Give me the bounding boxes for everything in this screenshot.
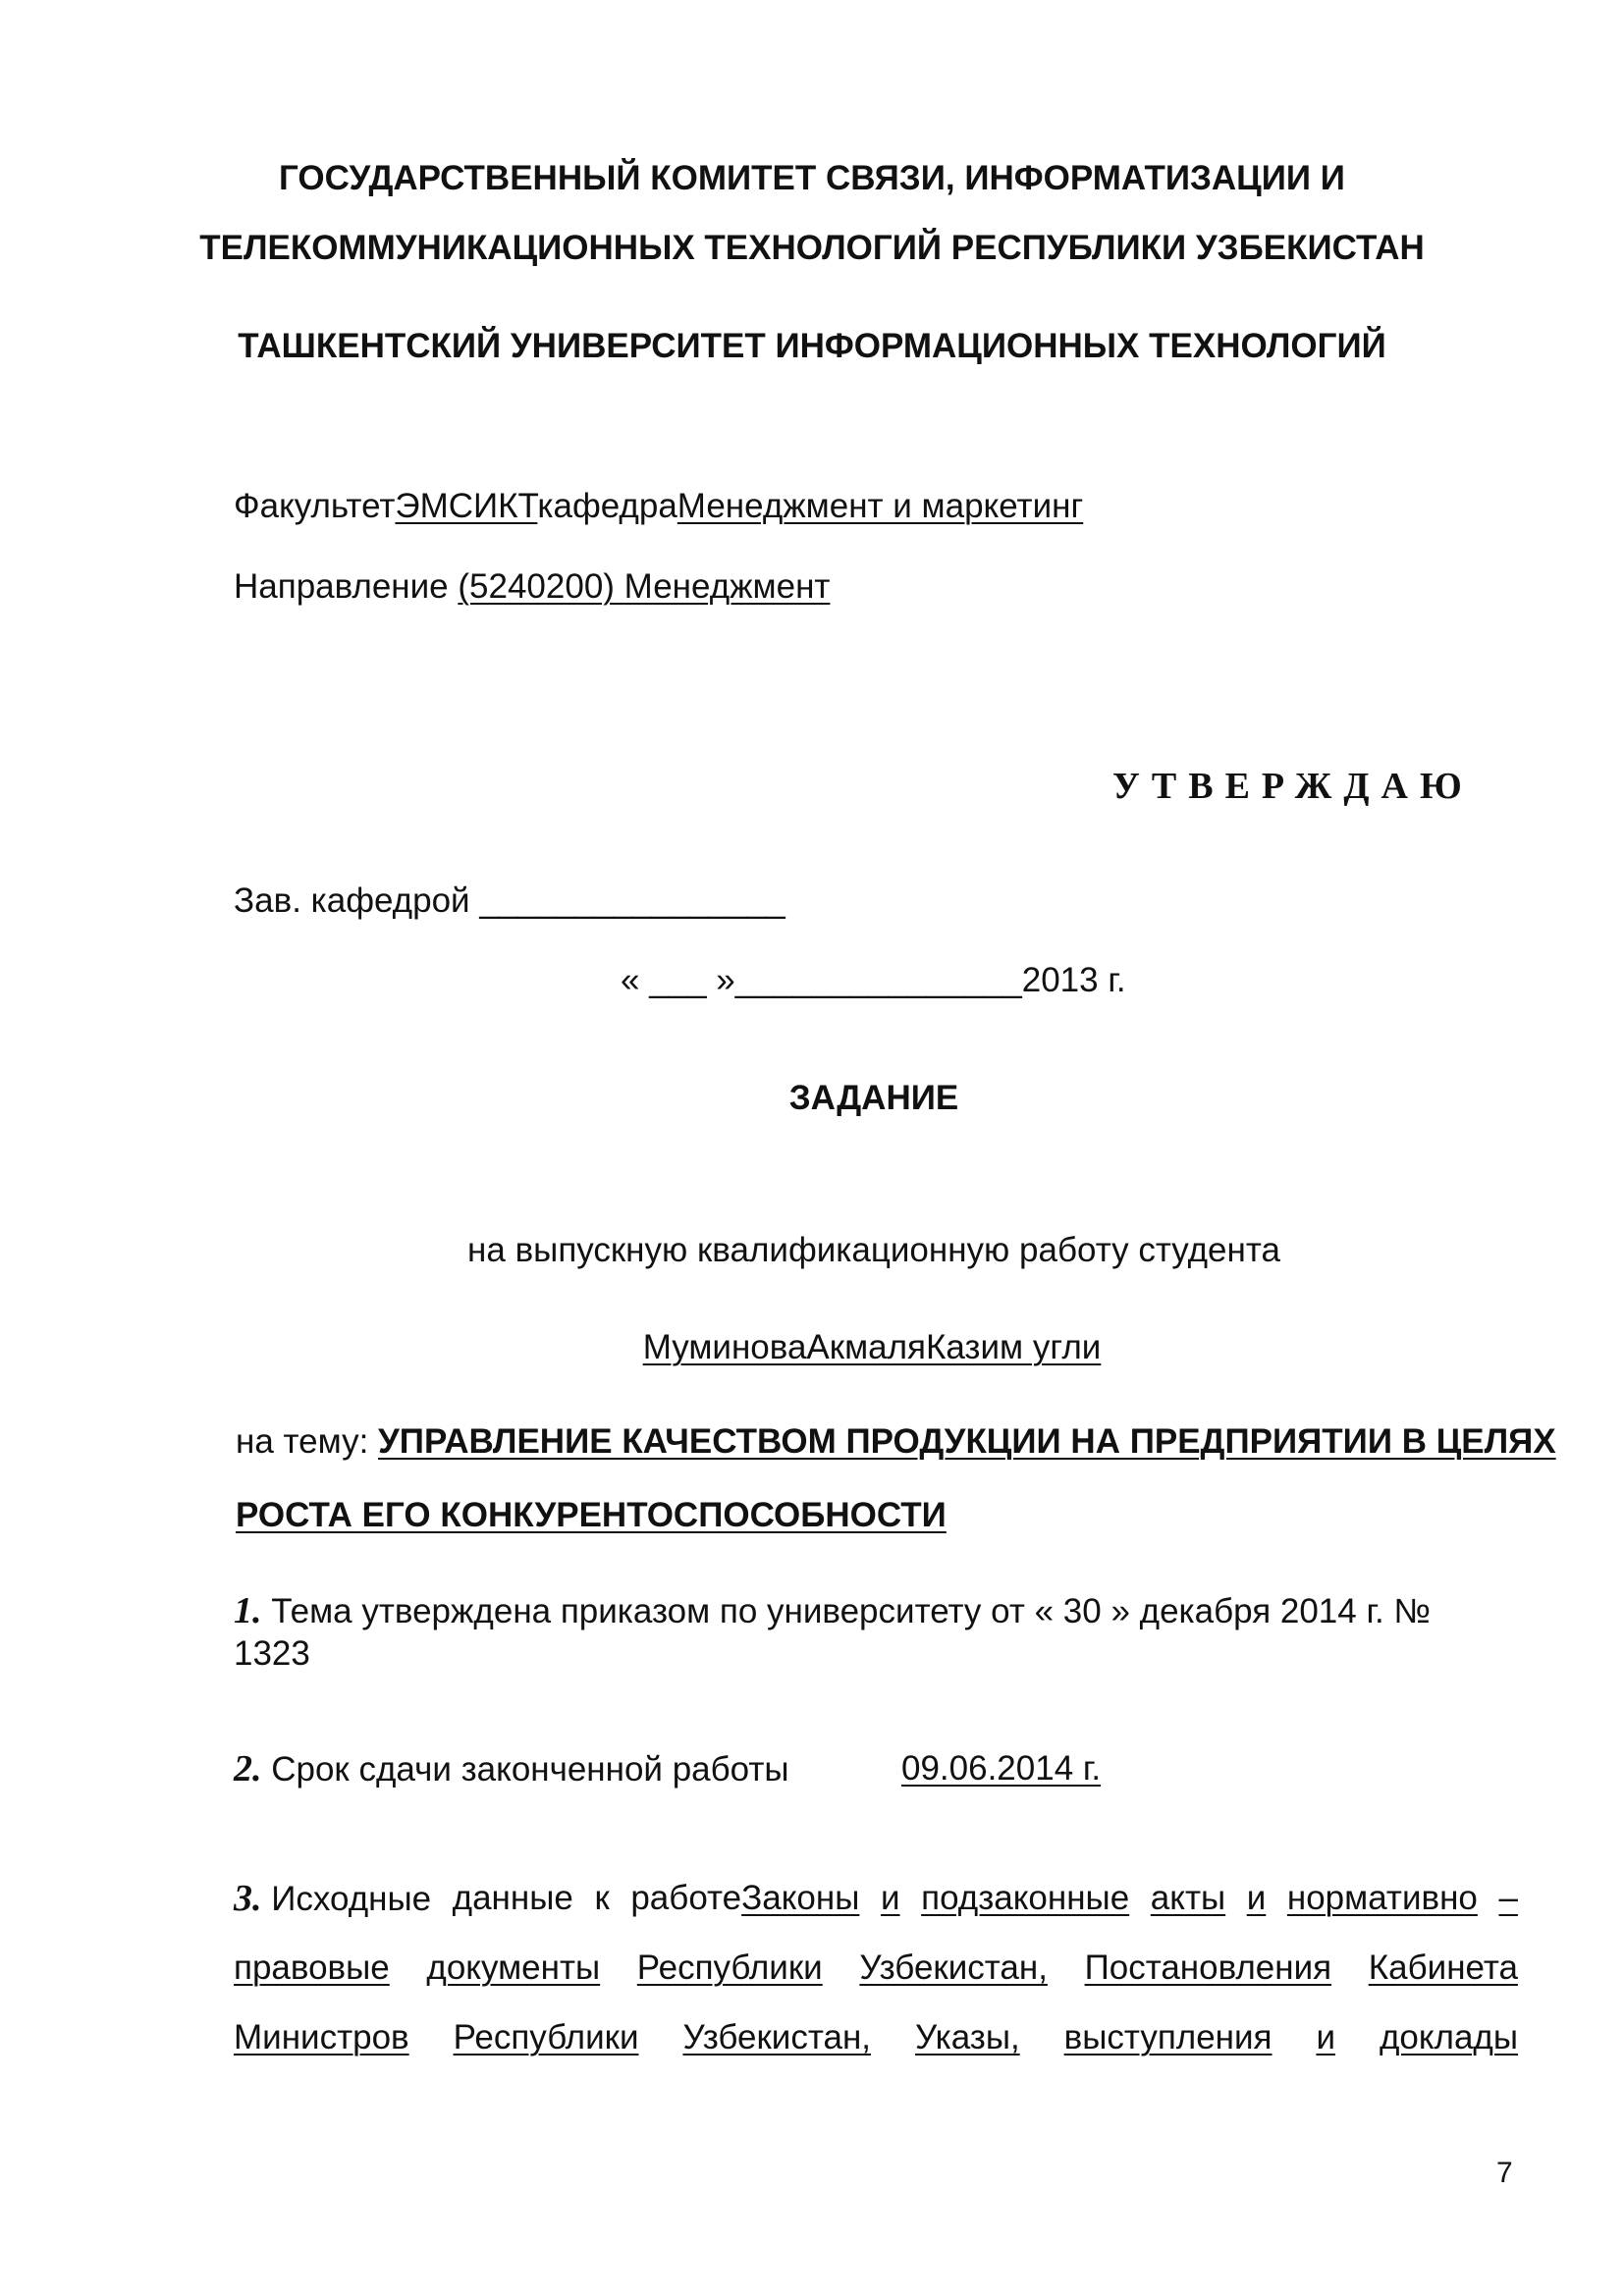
item-3-label-join	[630, 1877, 859, 1921]
head-of-department-label: Зав. кафедрой	[234, 881, 480, 920]
item-3-value-word: и	[880, 1879, 900, 1917]
head-signature-blank: ________________	[479, 881, 785, 920]
item-3-word: к	[594, 1879, 610, 1917]
head-of-department-line	[234, 880, 785, 923]
item-3-value-word: Постановления	[1084, 1949, 1332, 1987]
department-value: Менеджмент и маркетинг	[677, 487, 1084, 525]
item-3-value-word: Законы	[741, 1879, 860, 1917]
item-2-deadline: 09.06.2014 г.	[901, 1749, 1102, 1788]
approval-date-line: « ___ »_______________2013 г.	[621, 961, 1126, 999]
topic-title-part-2: РОСТА ЕГО КОНКУРЕНТОСПОСОБНОСТИ	[236, 1496, 947, 1534]
approve-title: УТВЕРЖДАЮ	[1112, 766, 1474, 807]
item-1-text: Тема утверждена приказом по университету от « 30 » декабря 2014 г. №	[261, 1592, 1431, 1630]
item-2	[234, 1747, 789, 1791]
item-3-value-word: доклады	[1379, 2018, 1518, 2056]
item-3-word: данные	[452, 1879, 573, 1917]
item-3-value-word: Министров	[234, 2018, 409, 2056]
item-1-number: 1.	[234, 1590, 262, 1631]
item-1-continuation: 1323	[234, 1634, 310, 1673]
item-3-value-word: выступления	[1063, 2018, 1272, 2056]
faculty-value: ЭМСИКТ	[395, 487, 538, 525]
page-number: 7	[1496, 2157, 1513, 2189]
topic-line-1	[236, 1420, 1556, 1464]
task-title: ЗАДАНИЕ	[788, 1079, 959, 1117]
item-2-number: 2.	[234, 1748, 262, 1789]
item-3-line-1	[234, 1877, 1518, 1921]
header-line-1: ГОСУДАРСТВЕННЫЙ КОМИТЕТ СВЯЗИ, ИНФОРМАТИЗАЦИИ И	[279, 159, 1345, 197]
item-3-value-word: и	[1246, 1879, 1267, 1917]
header-line-2: ТЕЛЕКОММУНИКАЦИОННЫХ ТЕХНОЛОГИЙ РЕСПУБЛИКИ УЗБЕКИСТАН	[199, 229, 1425, 267]
item-3-value-word: Республики	[453, 2018, 639, 2056]
topic-line-2	[236, 1494, 947, 1537]
item-2-value-wrap	[901, 1747, 1101, 1790]
department-label: кафедра	[537, 487, 677, 525]
item-1	[234, 1589, 1431, 1633]
item-3-word: работе	[630, 1879, 742, 1917]
item-3-value-word: Узбекистан,	[859, 1949, 1048, 1987]
item-3-value-word: Республики	[636, 1949, 823, 1987]
item-3-value-word: Узбекистан,	[682, 2018, 872, 2056]
faculty-line	[234, 485, 1083, 528]
item-3-value-word: подзаконные	[921, 1879, 1130, 1917]
item-2-text: Срок сдачи законченной работы	[261, 1750, 789, 1789]
item-3-line-3	[234, 2016, 1518, 2059]
direction-value: (5240200) Менеджмент	[458, 567, 831, 606]
university-name: ТАШКЕНТСКИЙ УНИВЕРСИТЕТ ИНФОРМАЦИОННЫХ ТЕХНОЛОГИЙ	[238, 327, 1386, 365]
item-3-value-word: документы	[426, 1949, 601, 1987]
item-3-value-word: –	[1498, 1879, 1518, 1917]
item-3-value-word: Указы,	[914, 2018, 1020, 2056]
item-3-value-word: нормативно	[1286, 1879, 1478, 1917]
faculty-label: Факультет	[234, 487, 396, 525]
item-3-label-start	[234, 1877, 431, 1921]
direction-label: Направление	[234, 567, 459, 606]
item-3-value-word: акты	[1150, 1879, 1226, 1917]
task-subtitle: на выпускную квалификационную работу студента	[467, 1231, 1280, 1269]
student-name	[60, 1326, 1624, 1369]
item-3-number: 3.	[234, 1878, 262, 1919]
student-name-text: МуминоваАкмаляКазим угли	[642, 1328, 1102, 1366]
topic-title-part-1: УПРАВЛЕНИЕ КАЧЕСТВОМ ПРОДУКЦИИ НА ПРЕДПРИЯТИИ В ЦЕЛЯХ	[378, 1422, 1556, 1461]
item-3-value-word: и	[1316, 2018, 1335, 2056]
item-3-value-word: правовые	[234, 1949, 390, 1987]
item-3-word: Исходные	[271, 1880, 432, 1918]
topic-label: на тему:	[236, 1422, 379, 1461]
item-3-value-word: Кабинета	[1368, 1949, 1518, 1987]
direction-line	[234, 565, 830, 609]
item-3-line-2	[234, 1947, 1518, 1990]
